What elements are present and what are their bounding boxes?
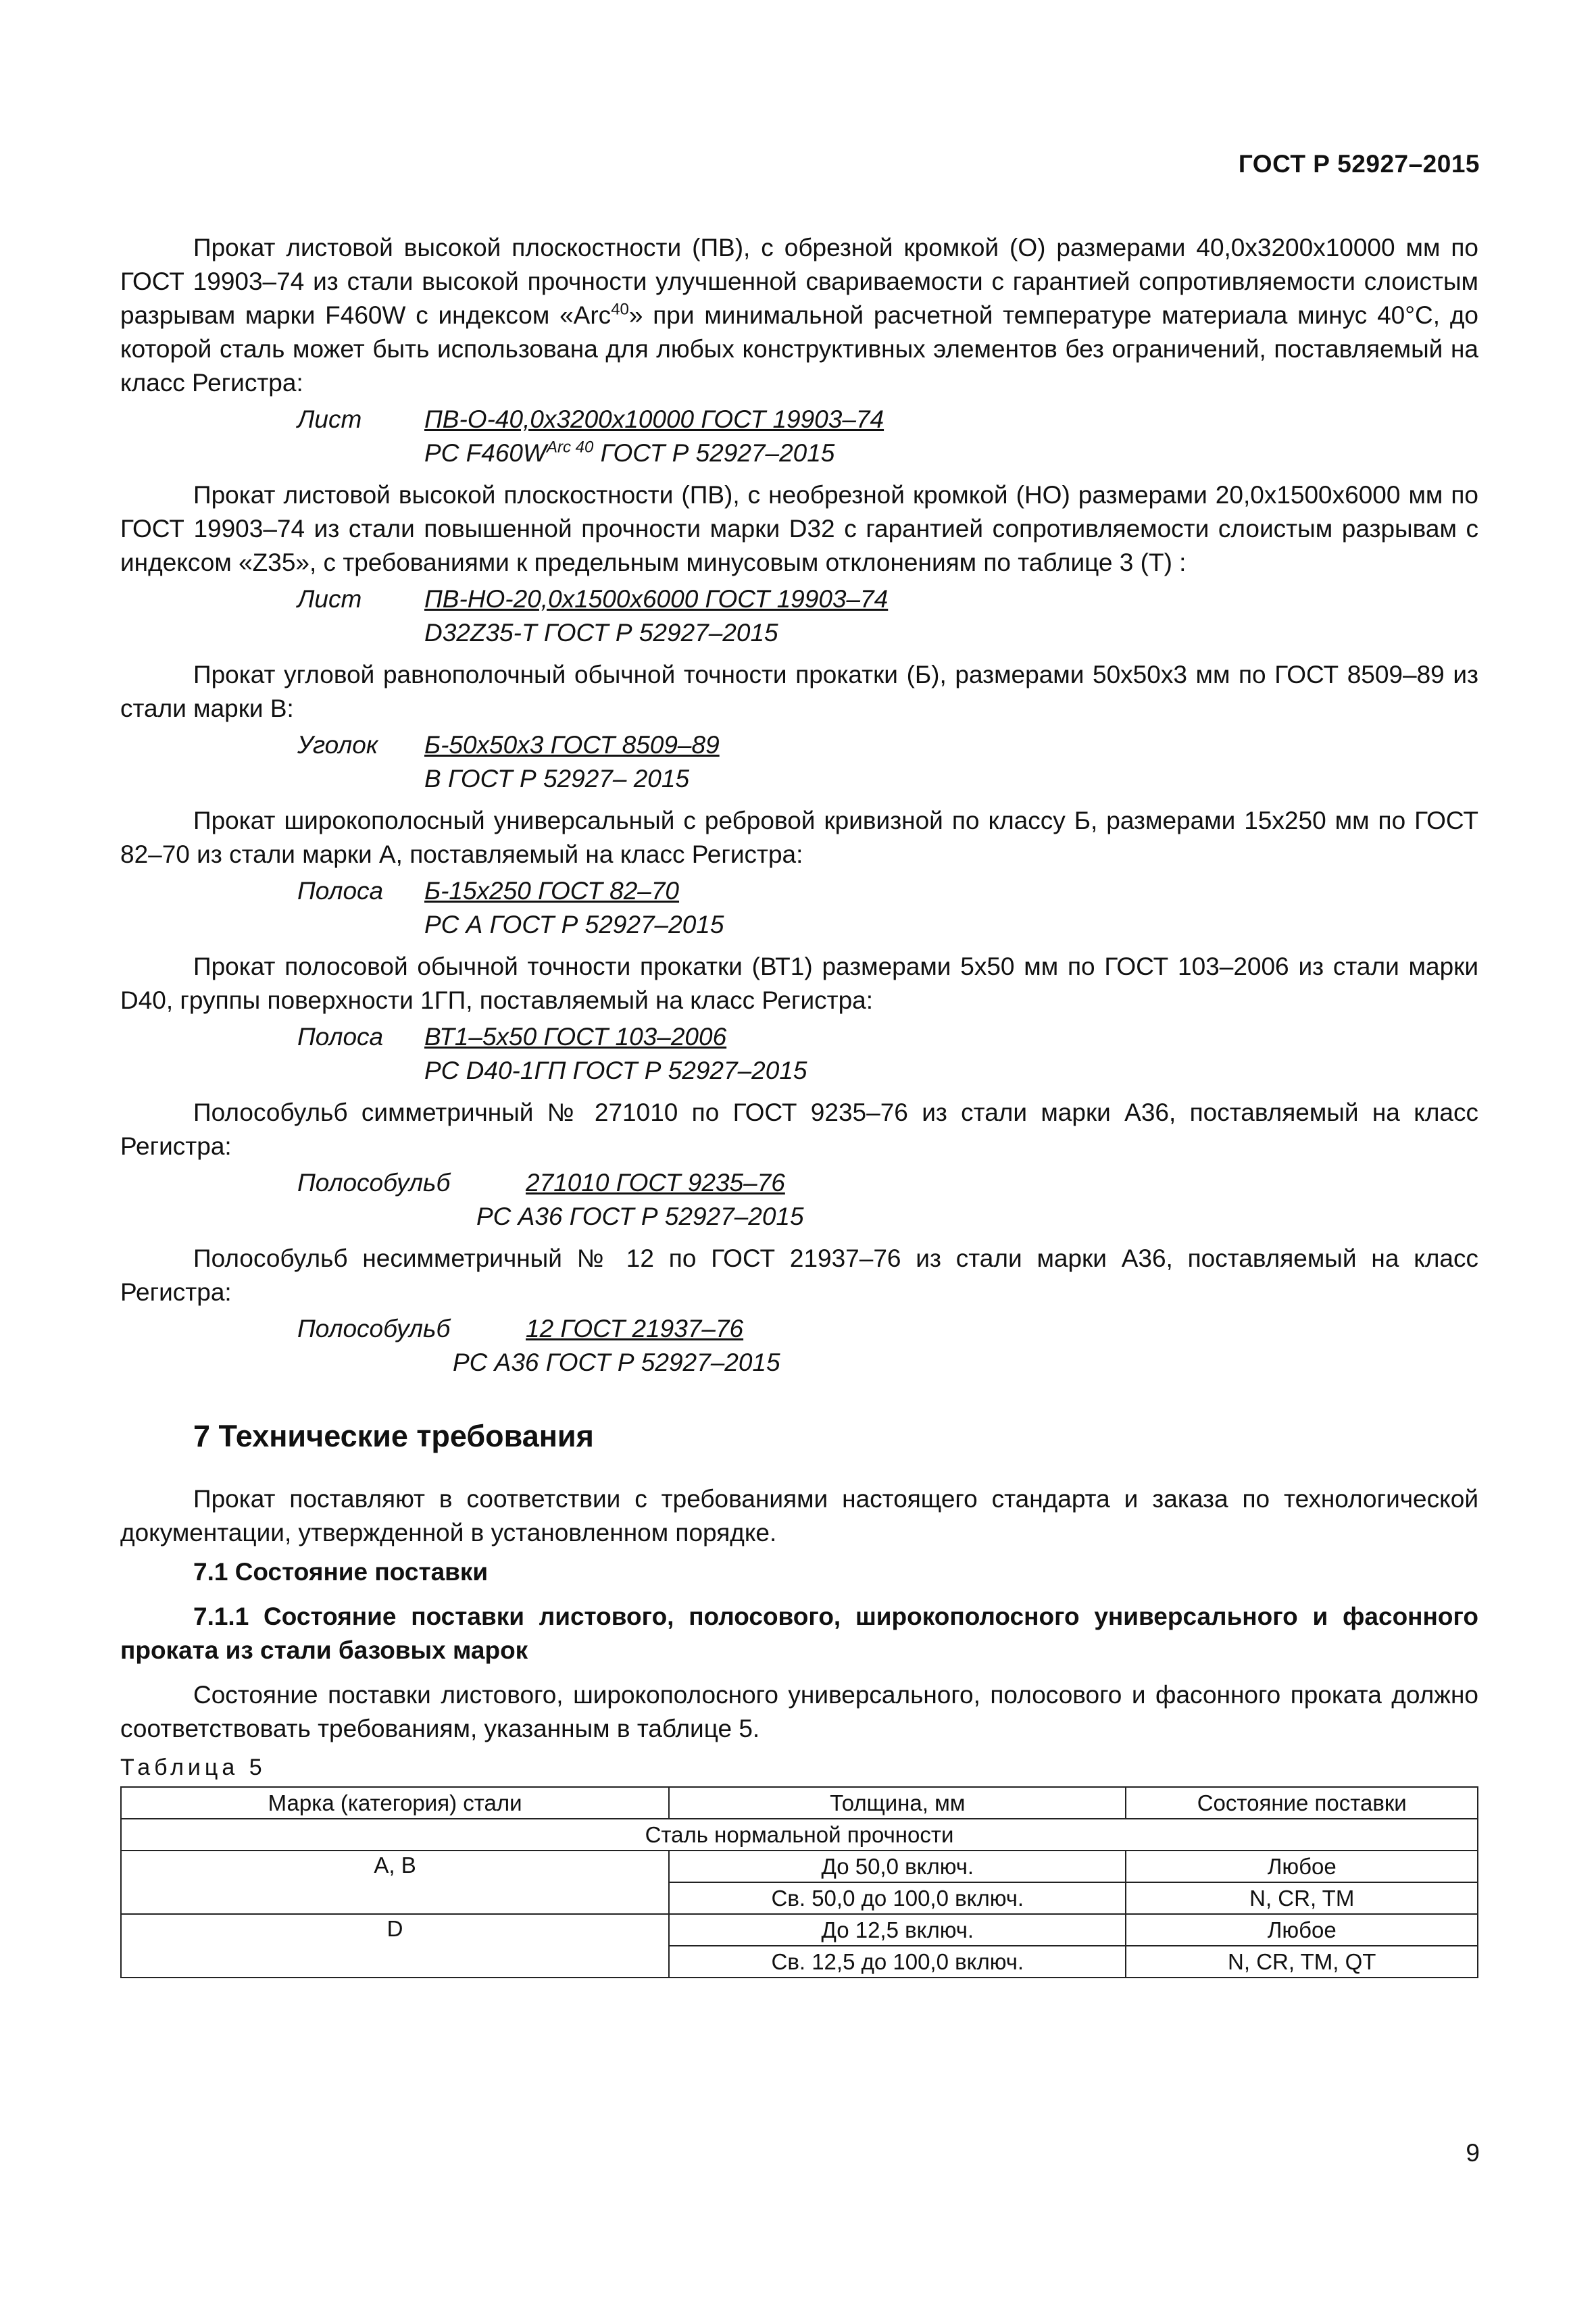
table-cell-state: Любое (1126, 1851, 1478, 1882)
designation-line-1: ПВ-О-40,0х3200х10000 ГОСТ 19903–74 (424, 405, 884, 433)
table-header-cell: Марка (категория) стали (121, 1787, 669, 1819)
page-header-standard-code: ГОСТ Р 52927–2015 (1238, 150, 1480, 178)
designation-example (120, 582, 1478, 650)
table-cell-thickness: Св. 12,5 до 100,0 включ. (669, 1946, 1126, 1978)
paragraph: Прокат полосовой обычной точности прокатки (ВТ1) размерами 5х50 мм по ГОСТ 103–2006 из стали марки D40, группы поверхности 1ГП, поставляемый на класс Регистра: (120, 953, 1478, 1014)
designation-prefix: Полособульб (297, 1169, 451, 1197)
section-intro: Прокат поставляют в соответствии с требованиями настоящего стандарта и заказа по технологической документации, утвержденной в установленном порядке. (120, 1485, 1478, 1546)
page-number: 9 (1466, 2139, 1480, 2167)
designation-line-2: D32Z35-Т ГОСТ Р 52927–2015 (424, 619, 778, 647)
table-row (121, 1851, 1478, 1882)
paragraph: Полособульб несимметричный № 12 по ГОСТ 21937–76 из стали марки А36, поставляемый на класс Регистра: (120, 1244, 1478, 1306)
designation-line-2: РС D40-1ГП ГОСТ Р 52927–2015 (424, 1057, 807, 1084)
table-group-cell: Сталь нормальной прочности (121, 1819, 1478, 1851)
table-cell-grade: D (121, 1914, 669, 1978)
designation-prefix: Лист (297, 585, 362, 613)
designation-line-2: В ГОСТ Р 52927– 2015 (424, 765, 690, 793)
table-row (121, 1914, 1478, 1946)
designation-line-2: РС А36 ГОСТ Р 52927–2015 (476, 1203, 804, 1230)
designation-example (120, 728, 1478, 796)
table-cell-thickness: До 50,0 включ. (669, 1851, 1126, 1882)
designation-prefix: Полоса (297, 1023, 384, 1051)
section-heading-7: 7 Технические требования (193, 1419, 594, 1453)
table-cell-state: N, CR, TM, QT (1126, 1946, 1478, 1978)
designation-line-1: Б-15х250 ГОСТ 82–70 (424, 877, 680, 905)
designation-line-1: ВТ1–5х50 ГОСТ 103–2006 (424, 1023, 727, 1051)
designation-line-1: 12 ГОСТ 21937–76 (526, 1315, 744, 1342)
paragraph-text: » при минимальной расчетной температуре материала минус 40°С, до которой сталь может быть использована для любых конструктивных элементов без ограничений, поставляемый на класс Регистра: (120, 301, 1478, 397)
designation-line-2: РС $F460W^{Arc 40}$ ГОСТ Р 52927–2015 (424, 438, 835, 467)
table-5 (120, 1786, 1478, 1978)
table-header-cell: Толщина, мм (669, 1787, 1126, 1819)
paragraph: Прокат листовой высокой плоскостности (ПВ), с необрезной кромкой (НО) размерами 20,0х1500х6000 мм по ГОСТ 19903–74 из стали повышенной прочности марки D32 с гарантией сопротивляемости слоистым разрывам с индексом «Z35», с требованиями к предельным минусовым отклонениям по таблице 3 (Т) : (120, 481, 1478, 576)
designation-prefix: Полоса (297, 877, 384, 905)
subsection-heading-7-1: 7.1 Состояние поставки (193, 1558, 489, 1586)
designation-example (120, 1312, 1478, 1380)
table-caption: Таблица 5 (120, 1755, 266, 1780)
table-cell-state: Любое (1126, 1914, 1478, 1946)
paragraph: Прокат широкополосный универсальный с ребровой кривизной по классу Б, размерами 15х250 мм по ГОСТ 82–70 из стали марки А, поставляемый на класс Регистра: (120, 807, 1478, 868)
designation-example (120, 1166, 1478, 1234)
table-header-row (121, 1787, 1478, 1819)
designation-prefix: Полособульб (297, 1315, 451, 1342)
designation-prefix: Уголок (297, 731, 378, 759)
table-cell-thickness: До 12,5 включ. (669, 1914, 1126, 1946)
table-cell-state: N, CR, TM (1126, 1882, 1478, 1914)
designation-prefix: Лист (297, 405, 362, 433)
paragraph (120, 231, 1478, 400)
table-cell-grade: A, B (121, 1851, 669, 1914)
designation-line-1: ПВ-НО-20,0х1500х6000 ГОСТ 19903–74 (424, 585, 889, 613)
designation-example (120, 1020, 1478, 1088)
paragraph-text: Прокат листовой высокой плоскостности (ПВ), с обрезной кромкой (О) размерами 40,0х3200х10000 мм по ГОСТ 19903–74 из стали высокой прочности улучшенной свариваемости с гарантией сопротивляемости слоистым разрывам марки F460W с индексом «Arc (120, 234, 1478, 329)
designation-line-1: Б-50х50х3 ГОСТ 8509–89 (424, 731, 720, 759)
page-content (120, 231, 1478, 1978)
superscript: 40 (611, 300, 629, 319)
designation-example (120, 874, 1478, 942)
designation-line-2: РС А ГОСТ Р 52927–2015 (424, 911, 724, 938)
designation-line-1: 271010 ГОСТ 9235–76 (526, 1169, 785, 1197)
table-group-row (121, 1819, 1478, 1851)
paragraph: Прокат угловой равнополочный обычной точности прокатки (Б), размерами 50х50х3 мм по ГОСТ 8509–89 из стали марки В: (120, 661, 1478, 722)
designation-example (120, 403, 1478, 470)
subsection-heading-7-1-1: 7.1.1 Состояние поставки листового, полосового, широкополосного универсального и фасонного проката из стали базовых марок (120, 1603, 1478, 1664)
designation-line-2: РС А36 ГОСТ Р 52927–2015 (453, 1349, 780, 1376)
subsection-text: Состояние поставки листового, широкополосного универсального, полосового и фасонного проката должно соответствовать требованиям, указанным в таблице 5. (120, 1681, 1478, 1742)
paragraph: Полособульб симметричный № 271010 по ГОСТ 9235–76 из стали марки А36, поставляемый на класс Регистра: (120, 1099, 1478, 1160)
table-header-cell: Состояние поставки (1126, 1787, 1478, 1819)
table-cell-thickness: Св. 50,0 до 100,0 включ. (669, 1882, 1126, 1914)
